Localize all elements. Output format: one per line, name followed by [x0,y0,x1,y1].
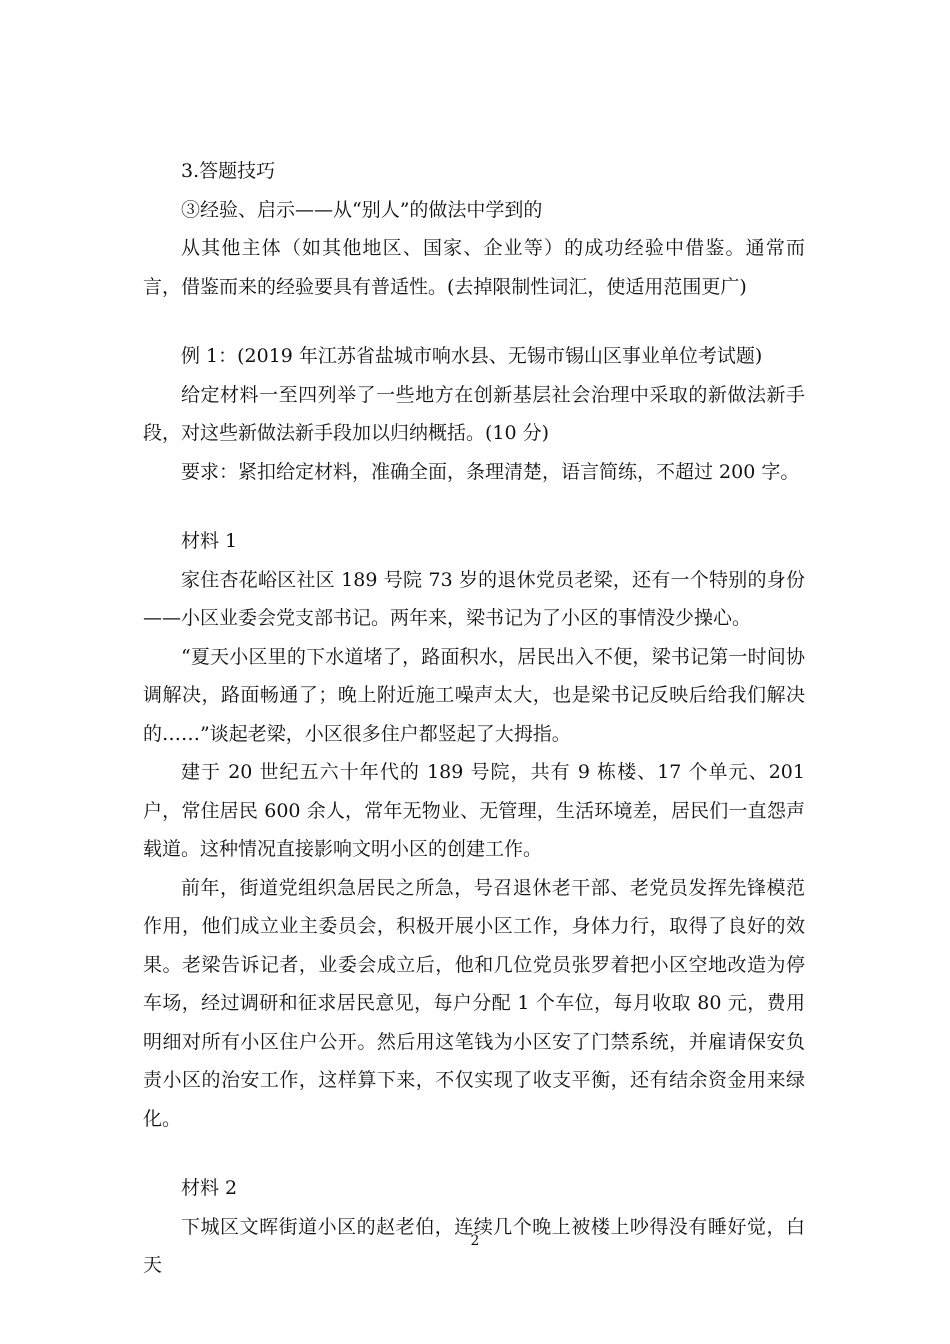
paragraph-gap [143,1138,805,1169]
material-1-paragraph: 家住杏花峪区社区 189 号院 73 岁的退休党员老梁，还有一个特别的身份——小区业委会党支部书记。两年来，梁书记为了小区的事情没少操心。 [143,568,805,629]
example-question: 给定材料一至四列举了一些地方在创新基层社会治理中采取的新做法新手段，对这些新做法新手段加以归纳概括。(10 分) [143,383,805,444]
page-content [143,152,805,1285]
section-heading: 3.答题技巧 [181,160,276,182]
example-requirement: 要求：紧扣给定材料，准确全面，条理清楚，语言简练，不超过 200 字。 [181,460,800,483]
material-1-title: 材料 1 [181,530,238,552]
material-2-paragraph: 下城区文晖街道小区的赵老伯，连续几个晚上被楼上吵得没有睡好觉，白天 [143,1215,805,1276]
paragraph-gap [143,306,805,337]
material-2-title: 材料 2 [181,1177,238,1199]
technique-point: ③经验、启示——从“别人”的做法中学到的 [181,198,543,221]
paragraph-gap [143,491,805,522]
material-1-paragraph: 建于 20 世纪五六十年代的 189 号院，共有 9 栋楼、17 个单元、201 户，常住居民 600 余人，常年无物业、无管理，生活环境差，居民们一直怨声载道。这种情况直接影响文明小区的创建工作。 [143,761,805,860]
page-number: 2 [470,1233,480,1249]
material-1-paragraph: 前年，街道党组织急居民之所急，号召退休老干部、老党员发挥先锋模范作用，他们成立业主委员会，积极开展小区工作，身体力行，取得了良好的效果。老梁告诉记者，业委会成立后，他和几位党员张罗着把小区空地改造为停车场，经过调研和征求居民意见，每户分配 1 个车位，每月收取 80 元，费用明细对所有小区住户公开。然后用这笔钱为小区安了门禁系统，并雇请保安负责小区的治安工作，这样算下来，不仅实现了收支平衡，还有结余资金用来绿化。 [143,876,805,1130]
technique-explanation: 从其他主体（如其他地区、国家、企业等）的成功经验中借鉴。通常而言，借鉴而来的经验要具有普适性。(去掉限制性词汇，使适用范围更广) [143,237,805,298]
example-title: 例 1：(2019 年江苏省盐城市响水县、无锡市锡山区事业单位考试题) [181,345,763,367]
material-1-paragraph: “夏天小区里的下水道堵了，路面积水，居民出入不便，梁书记第一时间协调解决，路面畅通了；晚上附近施工噪声太大，也是梁书记反映后给我们解决的……”谈起老梁，小区很多住户都竖起了大拇指。 [143,645,805,745]
